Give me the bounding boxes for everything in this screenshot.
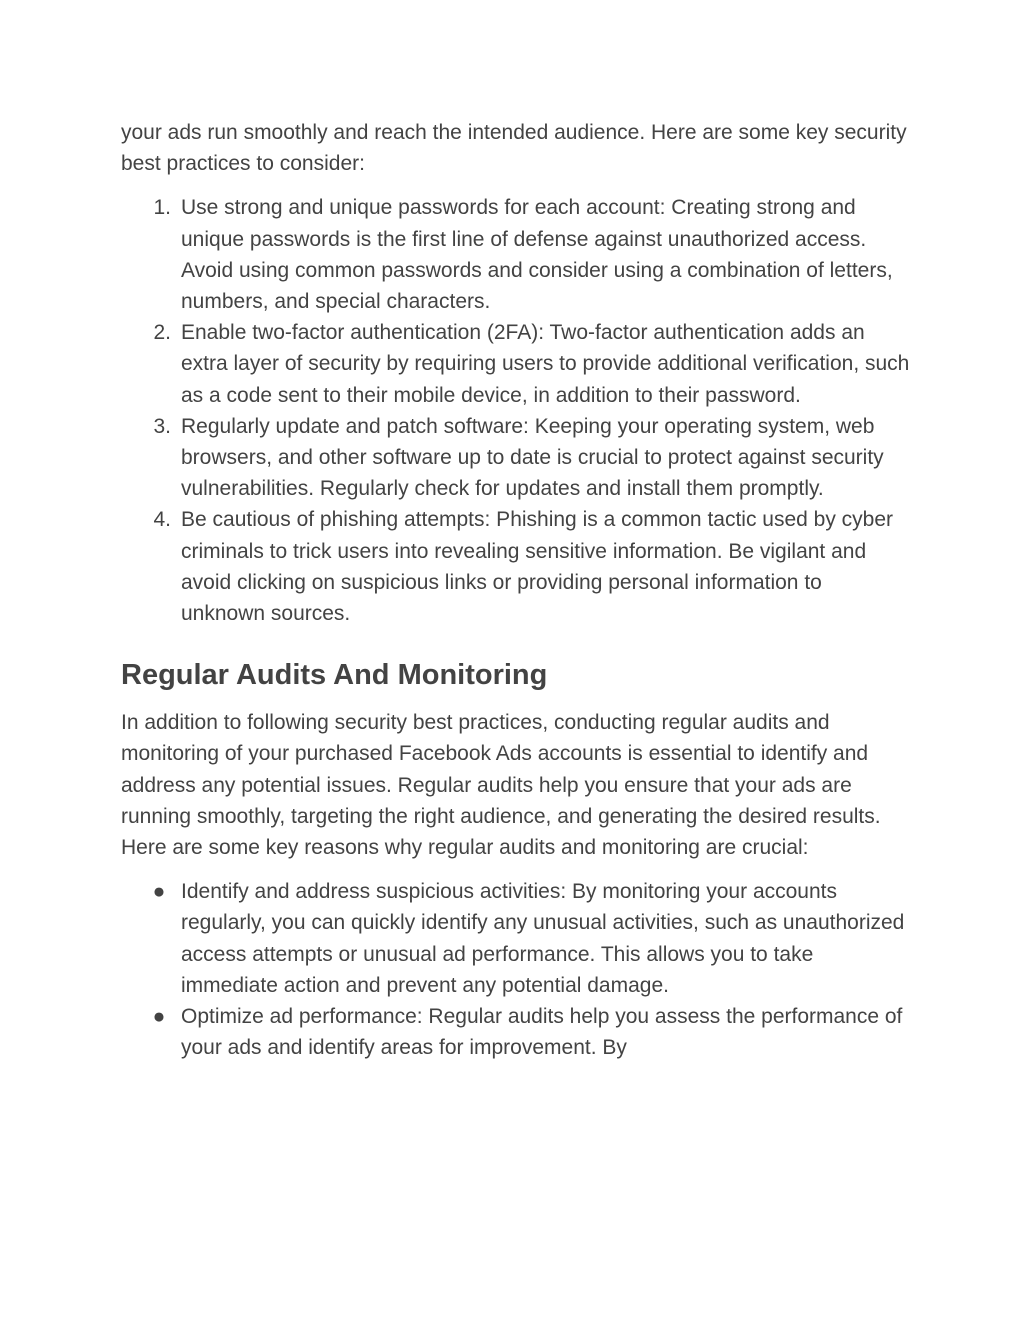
- list-number: 1.: [153, 196, 171, 220]
- section-heading: Regular Audits And Monitoring: [121, 659, 548, 692]
- list-number: 2.: [153, 321, 171, 345]
- section-paragraph: In addition to following security best practices, conducting regular audits and monitoring of your purchased Facebook Ads accounts is essential to identify and address any potential issues. Regular audits help you ensure that your ads are running smoothly, targeting the right audience, and generating the desired results. Here are some key reasons why regular audits and monitoring are crucial:: [121, 711, 881, 860]
- list-item: [121, 411, 911, 505]
- list-item: [121, 317, 911, 411]
- bullet-icon: ●: [152, 880, 166, 904]
- bullet-icon: ●: [152, 1005, 166, 1029]
- list-item: [121, 1001, 911, 1063]
- audit-reasons-list: [121, 876, 911, 1063]
- list-item-text: Use strong and unique passwords for each account: Creating strong and unique passwords is the first line of defense against unauthorized access. Avoid using common passwords and consider using a combination of letters, numbers, and special characters.: [181, 196, 893, 314]
- list-item-text: Identify and address suspicious activities: By monitoring your accounts regularly, you can quickly identify any unusual activities, such as unauthorized access attempts or unusual ad performance. This allows you to take immediate action and prevent any potential damage.: [181, 880, 905, 997]
- list-item: [121, 504, 911, 629]
- document-page: [121, 117, 911, 1063]
- list-number: 4.: [153, 508, 171, 532]
- list-number: 3.: [153, 414, 171, 438]
- list-item-text: Optimize ad performance: Regular audits help you assess the performance of your ads and identify areas for improvement. By: [181, 1005, 903, 1060]
- list-item-text: Regularly update and patch software: Keeping your operating system, web browsers, and other software up to date is crucial to protect against security vulnerabilities. Regularly check for updates and install them promptly.: [181, 414, 884, 501]
- list-item: [121, 192, 911, 317]
- intro-paragraph: your ads run smoothly and reach the intended audience. Here are some key security best practices to consider:: [121, 121, 907, 176]
- list-item-text: Be cautious of phishing attempts: Phishing is a common tactic used by cyber criminals to trick users into revealing sensitive information. Be vigilant and avoid clicking on suspicious links or providing personal information to unknown sources.: [181, 508, 894, 626]
- list-item-text: Enable two-factor authentication (2FA): Two-factor authentication adds an extra layer of security by requiring users to provide additional verification, such as a code sent to their mobile device, in addition to their password.: [181, 321, 910, 407]
- list-item: [121, 876, 911, 1001]
- security-practices-list: [121, 192, 911, 629]
